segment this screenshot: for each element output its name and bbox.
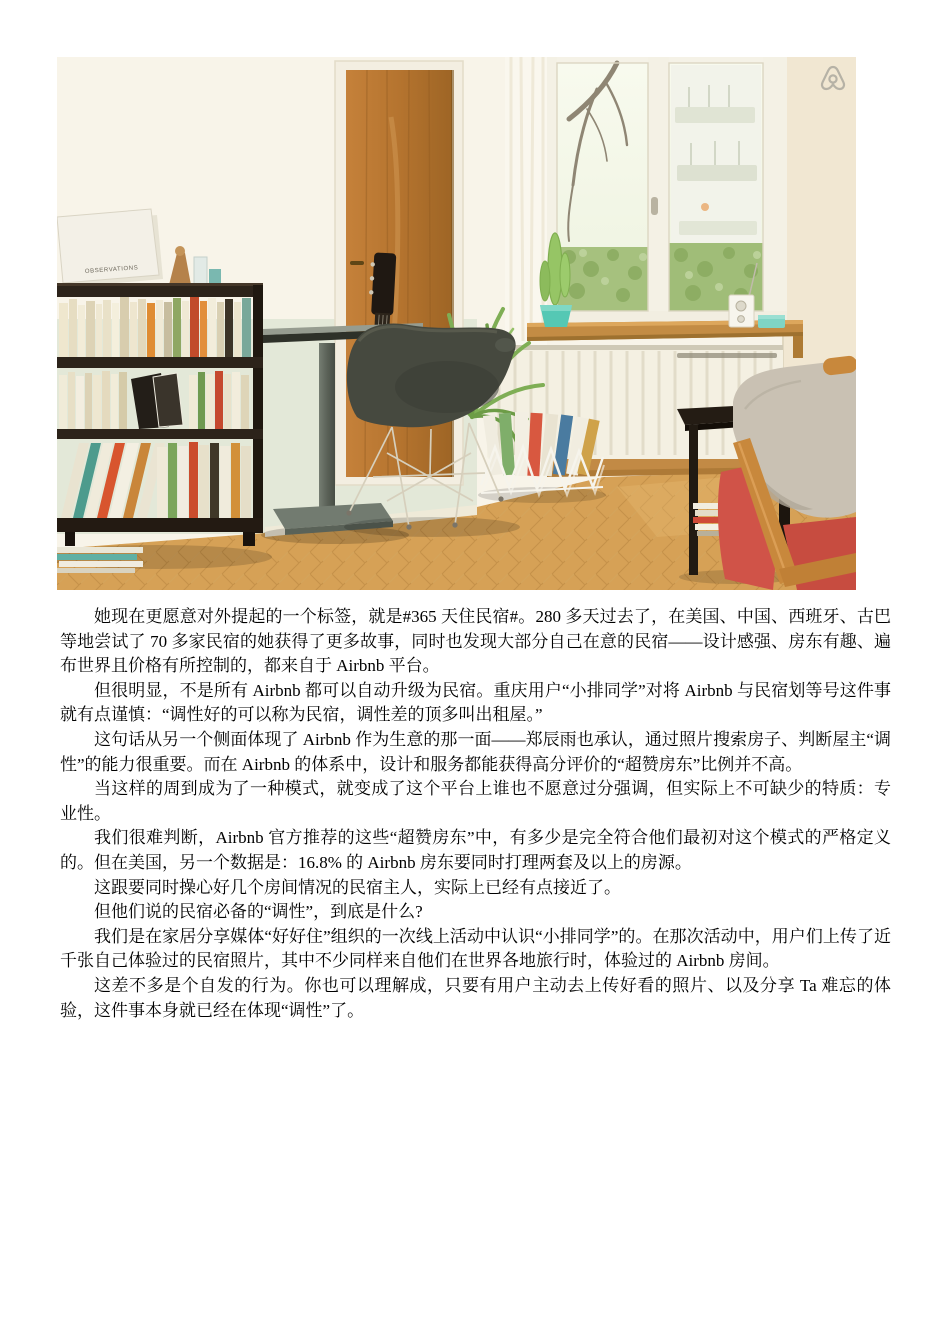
paragraph-8: 我们是在家居分享媒体“好好住”组织的一次线上活动中认识“小排同学”的。在那次活动中，用户们上传了近千张自己体验过的民宿照片，其中不少同样来自他们在世界各地旅行时，体验过的 Airbnb 房间。 (60, 926, 891, 971)
paragraph-5: 我们很难判断，Airbnb 官方推荐的这些“超赞房东”中，有多少是完全符合他们最初对这个模式的严格定义的。但在美国，另一个数据是：16.8% 的 Airbnb 房东要同时打理两套及以上的房源。 (60, 828, 891, 872)
paragraph-6: 这跟要同时操心好几个房间情况的民宿主人，实际上已经有点接近了。 (94, 877, 621, 897)
paragraph-3: 这句话从另一个侧面体现了 Airbnb 作为生意的那一面——郑辰雨也承认，通过照片搜索房子、判断屋主“调性”的能力很重要。而在 Airbnb 的体系中，设计和服务都能获得高分评价的“超赞房东”比例并不高。 (60, 729, 891, 774)
building-view (671, 65, 761, 247)
paragraph-7: 但他们说的民宿必备的“调性”，到底是什么? (94, 902, 423, 922)
curtain (505, 57, 547, 347)
observations-box (57, 209, 163, 287)
magazine-pile (57, 547, 143, 573)
room-photo-svg (57, 57, 856, 590)
drinking-glass (194, 257, 207, 285)
books-middle-row (59, 371, 249, 429)
books-top-row (59, 297, 251, 357)
observations-box-label: OBSERVATIONS (84, 265, 139, 275)
window (535, 57, 787, 327)
teal-box (758, 315, 785, 328)
paragraph-4: 当这样的周到成为了一种模式，就变成了这个平台上谁也不愿意过分强调，但实际上不可缺少的特质：专业性。 (60, 779, 891, 823)
window-handle (651, 197, 658, 215)
paragraph-2: 但很明显，不是所有 Airbnb 都可以自动升级为民宿。重庆用户“小排同学”对将 Airbnb 与民宿划等号这件事就有点谨慎：“调性好的可以称为民宿，调性差的顶多叫出租屋。” (60, 680, 891, 725)
door-handle (350, 261, 364, 265)
armchair (718, 355, 856, 590)
article-body (60, 605, 891, 1023)
paragraph-9: 这差不多是个自发的行为。你也可以理解成，只要有用户主动去上传好看的照片、以及分享 Ta 难忘的体验，这件事本身就已经在体现“调性”了。 (60, 975, 891, 1020)
pencil-cup (209, 269, 221, 285)
room-photo (57, 57, 856, 590)
paragraph-1: 她现在更愿意对外提起的一个标签，就是#365 天住民宿#。280 多天过去了，在美国、中国、西班牙、古巴等地尝试了 70 多家民宿的她获得了更多故事，同时也发现大部分自己在意的民宿——设计感强、房东有趣、遍布世界且价格有所控制的，都来自于 Airbnb 平台。 (60, 607, 891, 676)
